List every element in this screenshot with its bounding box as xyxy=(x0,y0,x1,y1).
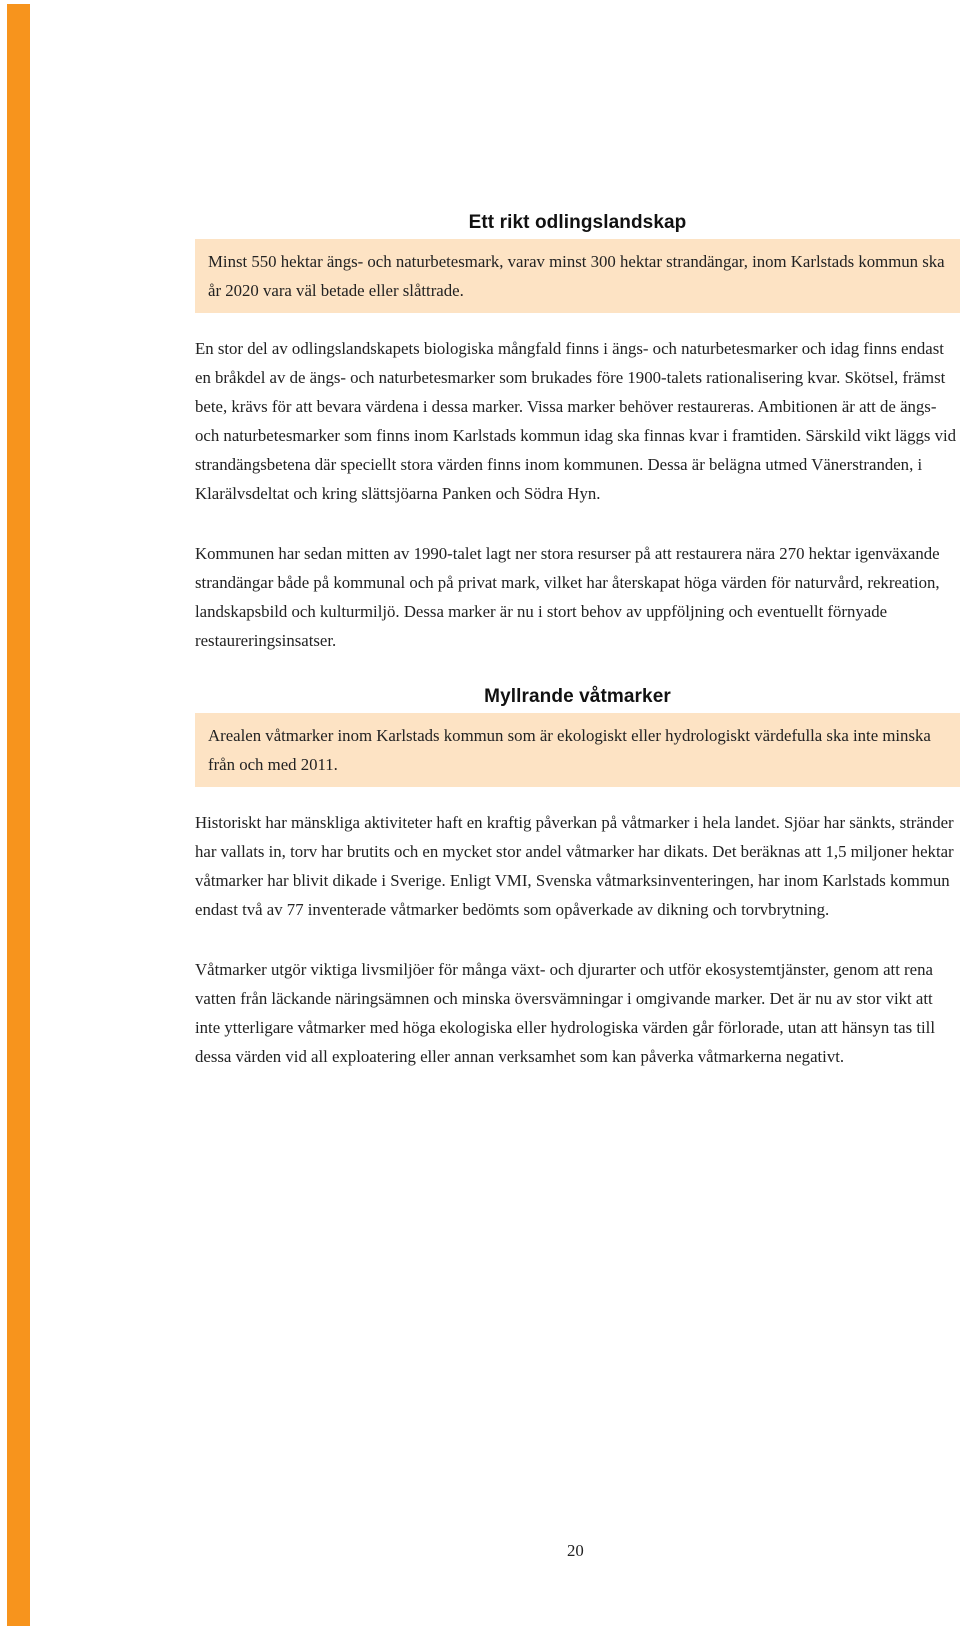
page-number: 20 xyxy=(567,1541,584,1560)
goal-box-vatmarker: Arealen våtmarker inom Karlstads kommun som är ekologiskt eller hydrologiskt värdefulla ska inte minska från och med 2011. xyxy=(195,713,960,787)
orange-side-bar xyxy=(7,4,30,1626)
section-heading-odlingslandskap: Ett rikt odlingslandskap xyxy=(468,212,687,233)
section-heading-vatmarker: Myllrande våtmarker xyxy=(484,686,671,707)
body-paragraph: Våtmarker utgör viktiga livsmiljöer för många växt- och djurarter och utför ekosystemtjänster, genom att rena vatten från läckande näringsämnen och minska översvämningar i omgivande marker. Det är nu av stor vikt att inte ytterligare våtmarker med höga ekologiska eller hydrologiska värden går förlorade, utan att hänsyn tas till dessa värden vid all exploatering eller annan verksamhet som kan påverka våtmarkerna negativt. xyxy=(195,960,935,1066)
goal-box-odlingslandskap: Minst 550 hektar ängs- och naturbetesmark, varav minst 300 hektar strandängar, inom Karlstads kommun ska år 2020 vara väl betade eller slåttrade. xyxy=(195,239,960,313)
body-paragraph: En stor del av odlingslandskapets biologiska mångfald finns i ängs- och naturbetesmarker och idag finns endast en bråkdel av de ängs- och naturbetesmarker som brukades före 1900-talets rationalisering kvar. Skötsel, främst bete, krävs för att bevara värdena i dessa marker. Vissa marker behöver restaureras. Ambitionen är att de ängs- och naturbetesmarker som finns inom Karlstads kommun idag ska finnas kvar i framtiden. Särskild vikt läggs vid strandängsbetena där speciellt stora värden finns inom kommunen. Dessa är belägna utmed Vänerstranden, i Klarälvsdeltat och kring slättsjöarna Panken och Södra Hyn. xyxy=(195,339,957,503)
body-paragraph: Kommunen har sedan mitten av 1990-talet lagt ner stora resurser på att restaurera nära 270 hektar igenväxande strandängar både på kommunal och på privat mark, vilket har återskapat höga värden för naturvård, rekreation, landskapsbild och kulturmiljö. Dessa marker är nu i stort behov av uppföljning och eventuellt förnyade restaureringsinsatser. xyxy=(195,544,940,650)
page-content xyxy=(195,212,960,1071)
body-paragraph: Historiskt har mänskliga aktiviteter haft en kraftig påverkan på våtmarker i hela landet. Sjöar har sänkts, stränder har vallats in, torv har brutits och en mycket stor andel våtmarker har dikats. Det beräknas att 1,5 miljoner hektar våtmarker har blivit dikade i Sverige. Enligt VMI, Svenska våtmarksinventeringen, har inom Karlstads kommun endast två av 77 inventerade våtmarker bedömts som opåverkade av dikning och torvbrytning. xyxy=(195,813,954,919)
